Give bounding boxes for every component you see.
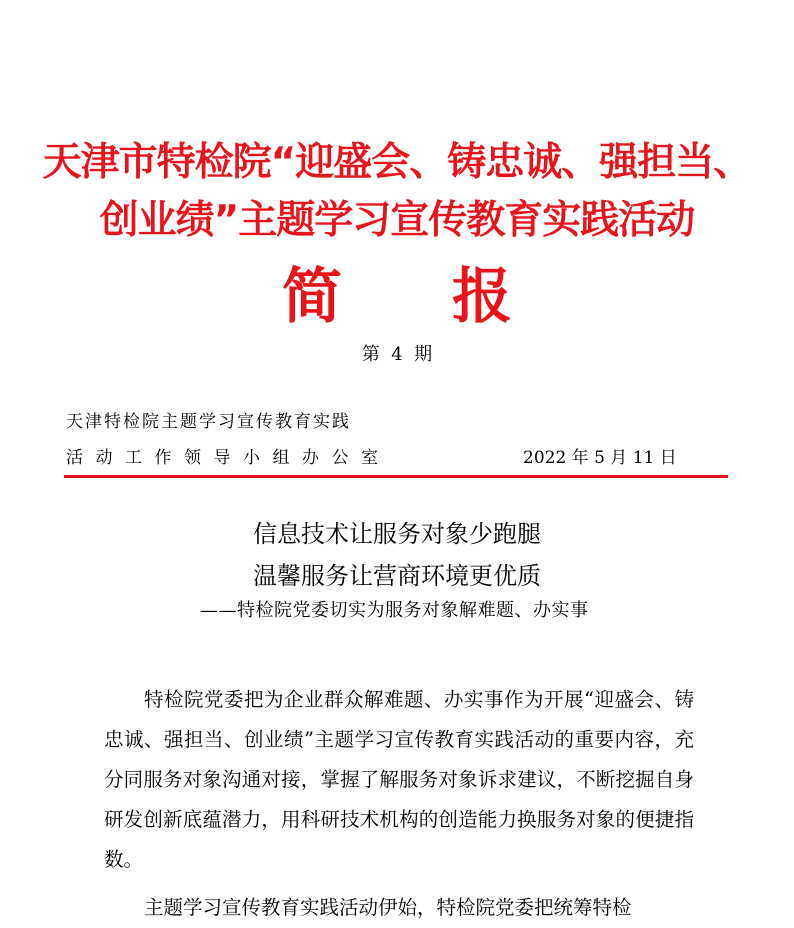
issue-number: 第 4 期	[361, 344, 433, 365]
issuing-org-line2: 活动工作领导小组办公室	[66, 448, 391, 468]
article-title-line1: 信息技术让服务对象少跑腿	[253, 520, 541, 548]
issue-date: 2022 年 5 月 11 日	[523, 448, 677, 468]
bulletin-heading: 简报	[282, 262, 622, 332]
issuing-org-line1: 天津特检院主题学习宣传教育实践	[66, 412, 351, 432]
bulletin-title-line2: 创业绩”主题学习宣传教育实践活动	[99, 198, 695, 243]
red-divider	[64, 475, 728, 478]
bulletin-title-line1: 天津市特检院“迎盛会、铸忠诚、强担当、	[42, 140, 752, 185]
article-subtitle: ——特检院党委切实为服务对象解难题、办实事	[200, 600, 589, 621]
article-paragraph-1: 特检院党委把为企业群众解难题、办实事作为开展“迎盛会、铸忠诚、强担当、创业绩”主题学习宣传教育实践活动的重要内容，充分同服务对象沟通对接，掌握了解服务对象诉求建议，不断挖掘自身研发创新底蕴潜力，用科研技术机构的创造能力换服务对象的便捷指数。	[104, 688, 694, 871]
article-paragraph-2: 主题学习宣传教育实践活动伊始，特检院党委把统筹特检	[144, 896, 632, 919]
article-title-line2: 温馨服务让营商环境更优质	[253, 562, 541, 590]
